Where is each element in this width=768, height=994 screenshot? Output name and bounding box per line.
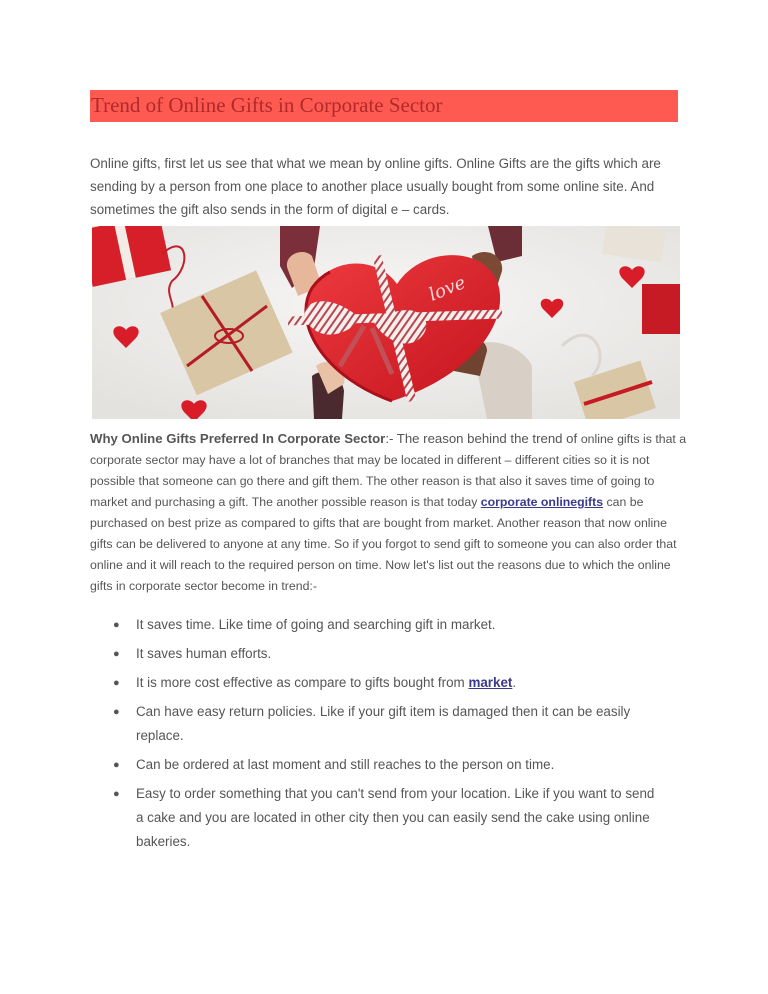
bullet-icon: ●	[113, 759, 120, 771]
list-item: ● It saves human efforts.	[90, 642, 656, 666]
body-text: :- The reason behind the trend of	[385, 431, 581, 446]
corporate-gifts-link[interactable]: corporate onlinegifts	[480, 495, 604, 509]
page-title: Trend of Online Gifts in Corporate Sector	[91, 93, 443, 117]
title-bar	[90, 90, 678, 122]
hero-image	[92, 226, 680, 419]
body-paragraph	[90, 428, 690, 597]
bullet-icon: ●	[113, 648, 120, 660]
list-item: ● It is more cost effective as compare to gifts bought from market.	[90, 671, 656, 695]
list-item: ● Easy to order something that you can't send from your location. Like if you want to send a cake and you are located in other city then you can easily send the cake using online bakeries.	[90, 782, 656, 854]
body-text: can be purchased on best prize as compared to gifts that are bought from market. Another reason that now online gifts can be delivered to anyone at any time. So if you forgot to send gift to someone you can also order that online and it will reach to the required person on time. Now let's list out the reasons due to which the online gifts in corporate sector become in trend:-	[90, 495, 677, 593]
intro-paragraph: Online gifts, first let us see that what we mean by online gifts. Online Gifts are the gifts which are sending by a person from one place to another place usually bought from some online site. And sometimes the gift also sends in the form of digital e – cards.	[90, 156, 661, 217]
list-item: ● Can be ordered at last moment and still reaches to the person on time.	[90, 753, 656, 777]
list-item: ● Can have easy return policies. Like if your gift item is damaged then it can be easily replace.	[90, 700, 656, 748]
market-link[interactable]: market	[468, 675, 513, 690]
heart-text: love	[426, 272, 469, 306]
gift-illustration	[92, 226, 680, 419]
section-heading: Why Online Gifts Preferred In Corporate Sector	[90, 431, 386, 446]
bullet-icon: ●	[113, 677, 120, 689]
bullet-icon: ●	[113, 788, 120, 800]
body-text: online gifts is that a corporate sector may have a lot of branches that may be located in different – different cities so it is not possible that someone can go there and gift them. The other reason is that also it saves time of going to market and purchasing a gift. The another possible reason is that today	[90, 432, 687, 509]
bullet-icon: ●	[113, 706, 120, 718]
list-item: ● It saves time. Like time of going and searching gift in market.	[90, 613, 656, 637]
bullet-icon: ●	[113, 619, 120, 631]
reasons-list	[90, 613, 690, 859]
